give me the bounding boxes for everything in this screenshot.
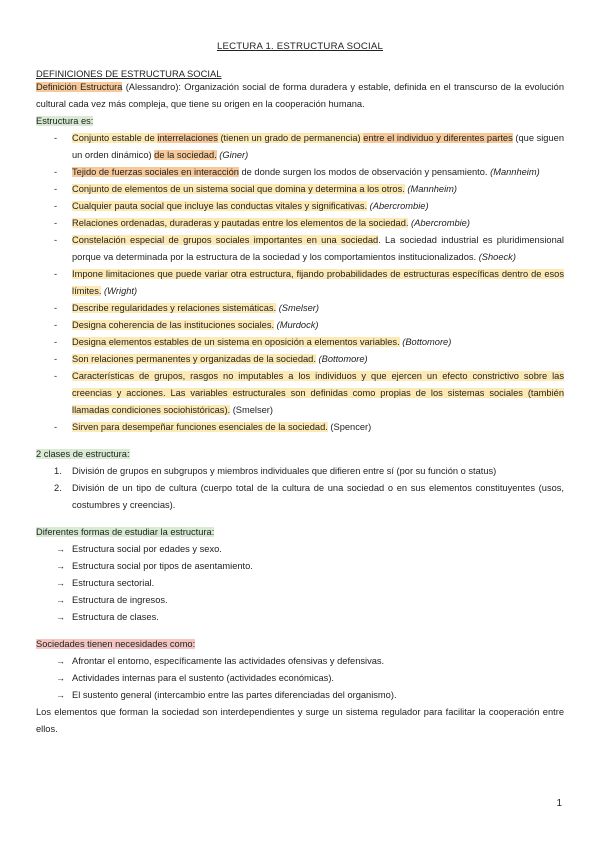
- definicion-label: Definición Estructura: [36, 82, 123, 92]
- page-title: LECTURA 1. ESTRUCTURA SOCIAL: [216, 41, 384, 52]
- list-item: → Afrontar el entorno, específicamente las actividades ofensivas y defensivas.: [36, 653, 564, 670]
- list-item: - Cualquier pauta social que incluye las conductas vitales y significativas. (Abercrombie): [36, 198, 564, 215]
- document-page: [36, 40, 564, 738]
- definicion-text: (Alessandro): Organización social de forma duradera y estable, definida en el transcurso de la evolución cultural cada vez más compleja, que tiene su origen en la cooperación humana.: [36, 82, 564, 109]
- arrow-icon: →: [56, 561, 65, 571]
- list-item: - Describe regularidades y relaciones sistemáticas. (Smelser): [36, 300, 564, 317]
- list-item: - Conjunto de elementos de un sistema social que domina y determina a los otros. (Mannheim): [36, 181, 564, 198]
- list-item: → Estructura social por tipos de asentamiento.: [36, 558, 564, 575]
- list-item: → Actividades internas para el sustento (actividades económicas).: [36, 670, 564, 687]
- list-item: - Constelación especial de grupos sociales importantes en una sociedad. La sociedad industrial es pluridimensional porque va determinada por la estructura de la sociedad y los comportamientos institucionalizados. (Shoeck): [36, 232, 564, 266]
- list-item: → Estructura sectorial.: [36, 575, 564, 592]
- formas-list: [36, 541, 564, 626]
- arrow-icon: →: [56, 612, 65, 622]
- list-item: 1. División de grupos en subgrupos y miembros individuales que difieren entre sí (por su función o status): [54, 466, 497, 476]
- definicion-paragraph: [36, 79, 564, 113]
- necesidades-heading: Sociedades tienen necesidades como:: [36, 639, 196, 649]
- page-number: 1: [556, 798, 562, 809]
- list-item: → Estructura social por edades y sexo.: [36, 541, 564, 558]
- list-item: - Sirven para desempeñar funciones esenciales de la sociedad. (Spencer): [36, 419, 564, 436]
- list-item: - Impone limitaciones que puede variar otra estructura, fijando probabilidades de estructuras específicas dentro de esos límites. (Wright): [36, 266, 564, 300]
- list-item: - Relaciones ordenadas, duraderas y pautadas entre los elementos de la sociedad. (Abercrombie): [36, 215, 564, 232]
- arrow-icon: →: [56, 544, 65, 554]
- list-item: - Designa elementos estables de un sistema en oposición a elementos variables. (Bottomore): [36, 334, 564, 351]
- list-item: - Son relaciones permanentes y organizadas de la sociedad. (Bottomore): [36, 351, 564, 368]
- estructura-es-list: [36, 130, 564, 436]
- arrow-icon: →: [56, 673, 65, 683]
- dos-clases-list: [36, 463, 564, 514]
- list-item: → Estructura de ingresos.: [36, 592, 564, 609]
- list-item: - Características de grupos, rasgos no imputables a los individuos y que ejercen un efecto constrictivo sobre las creencias y acciones. Las variables estructurales son definidas como propias de los sistemas sociales (también llamadas condiciones sociohistóricas). (Smelser): [36, 368, 564, 419]
- formas-heading: Diferentes formas de estudiar la estructura:: [36, 527, 215, 537]
- arrow-icon: →: [56, 595, 65, 605]
- arrow-icon: →: [56, 578, 65, 588]
- arrow-icon: →: [56, 656, 65, 666]
- list-item: → Estructura de clases.: [36, 609, 564, 626]
- estructura-es-heading: Estructura es:: [36, 116, 94, 126]
- arrow-icon: →: [56, 690, 65, 700]
- list-item: - Conjunto estable de interrelaciones (tienen un grado de permanencia) entre el individuo y diferentes partes (que siguen un orden dinámico) de la sociedad. (Giner): [36, 130, 564, 164]
- definiciones-heading: DEFINICIONES DE ESTRUCTURA SOCIAL: [36, 68, 222, 79]
- list-item: 2. División de un tipo de cultura (cuerpo total de la cultura de una sociedad o en sus elementos constituyentes (usos, costumbres y creencias).: [54, 483, 564, 510]
- necesidades-list: [36, 653, 564, 704]
- list-item: - Designa coherencia de las instituciones sociales. (Murdock): [36, 317, 564, 334]
- list-item: → El sustento general (intercambio entre las partes diferenciadas del organismo).: [36, 687, 564, 704]
- dos-clases-heading: 2 clases de estructura:: [36, 449, 130, 459]
- closing-paragraph: Los elementos que forman la sociedad son interdependientes y surge un sistema regulador para facilitar la cooperación entre ellos.: [36, 707, 564, 734]
- list-item: - Tejido de fuerzas sociales en interacción de donde surgen los modos de observación y pensamiento. (Mannheim): [36, 164, 564, 181]
